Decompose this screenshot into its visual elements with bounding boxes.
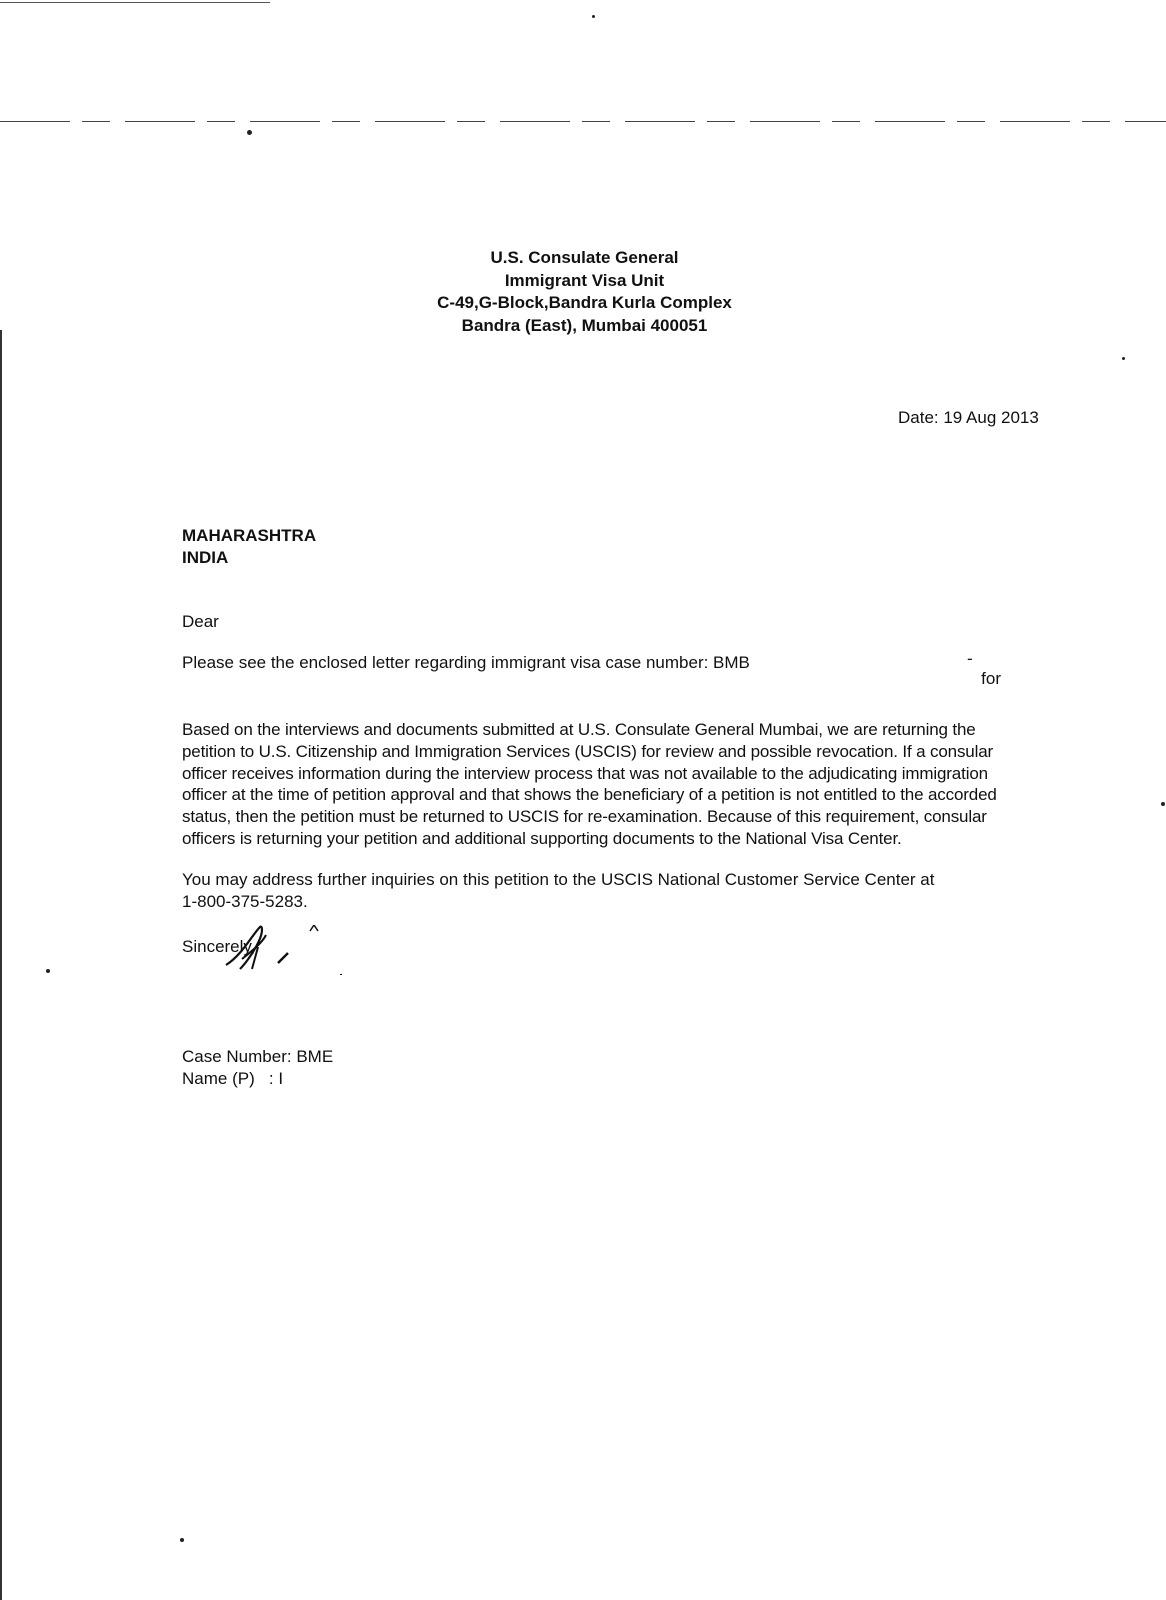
body-line: officers is returning your petition and additional supporting documents to the National Visa Center.: [182, 828, 902, 848]
letter-date: Date: 19 Aug 2013: [898, 408, 1039, 427]
scan-speck: [592, 15, 595, 18]
body-line: officer receives information during the interview process that was not available to the adjudicating immigration: [182, 763, 988, 783]
scan-speck: [180, 1538, 184, 1542]
scan-speck: [46, 969, 50, 973]
recipient-address: [182, 525, 316, 569]
recipient-country: INDIA: [182, 548, 229, 567]
scan-top-line: [0, 2, 270, 3]
letterhead: [0, 247, 1166, 337]
case-reference-for-label: for: [981, 669, 1002, 688]
handwritten-signature: [222, 925, 342, 975]
scan-left-edge: [0, 330, 2, 1600]
letterhead-office: U.S. Consulate General: [490, 248, 679, 267]
closing: Sincerely,: [182, 937, 256, 956]
inquiry-line: You may address further inquiries on this petition to the USCIS National Customer Service Center at: [182, 870, 935, 889]
body-line: Based on the interviews and documents submitted at U.S. Consulate General Mumbai, we are returning the: [182, 720, 976, 739]
case-reference-for: [967, 649, 1002, 689]
scan-dashed-line: [0, 121, 1166, 122]
recipient-state: MAHARASHTRA: [182, 526, 317, 545]
name-value: : I: [268, 1069, 284, 1088]
body-line: status, then the petition must be returned to USCIS for re-examination. Because of this requirement, consular: [182, 807, 987, 827]
case-number-row: [182, 1046, 333, 1068]
body-line: officer at the time of petition approval and that shows the beneficiary of a petition is not entitled to the accorded: [182, 785, 997, 805]
case-reference-dash: -: [967, 649, 973, 668]
letterhead-unit: Immigrant Visa Unit: [504, 270, 665, 290]
case-reference-text: Please see the enclosed letter regarding immigrant visa case number: BMB: [182, 653, 750, 672]
case-footer: [182, 1046, 333, 1090]
name-row: [182, 1068, 333, 1090]
scan-speck: [1161, 802, 1165, 806]
case-number-label: Case Number:: [182, 1047, 292, 1066]
case-reference-paragraph: [182, 649, 1002, 688]
inquiry-phone: 1-800-375-5283.: [182, 892, 308, 911]
body-paragraph: [182, 719, 1117, 850]
scan-speck: [247, 130, 252, 135]
salutation: Dear: [182, 612, 219, 631]
inquiry-paragraph: [182, 869, 934, 913]
name-label: Name (P): [182, 1069, 255, 1088]
scan-speck: [1122, 357, 1125, 360]
case-number-value: BME: [296, 1047, 334, 1066]
letterhead-city: Bandra (East), Mumbai 400051: [461, 315, 708, 335]
letterhead-street: C-49,G-Block,Bandra Kurla Complex: [437, 293, 732, 312]
body-line: petition to U.S. Citizenship and Immigration Services (USCIS) for review and possible revocation. If a consular: [182, 741, 994, 761]
